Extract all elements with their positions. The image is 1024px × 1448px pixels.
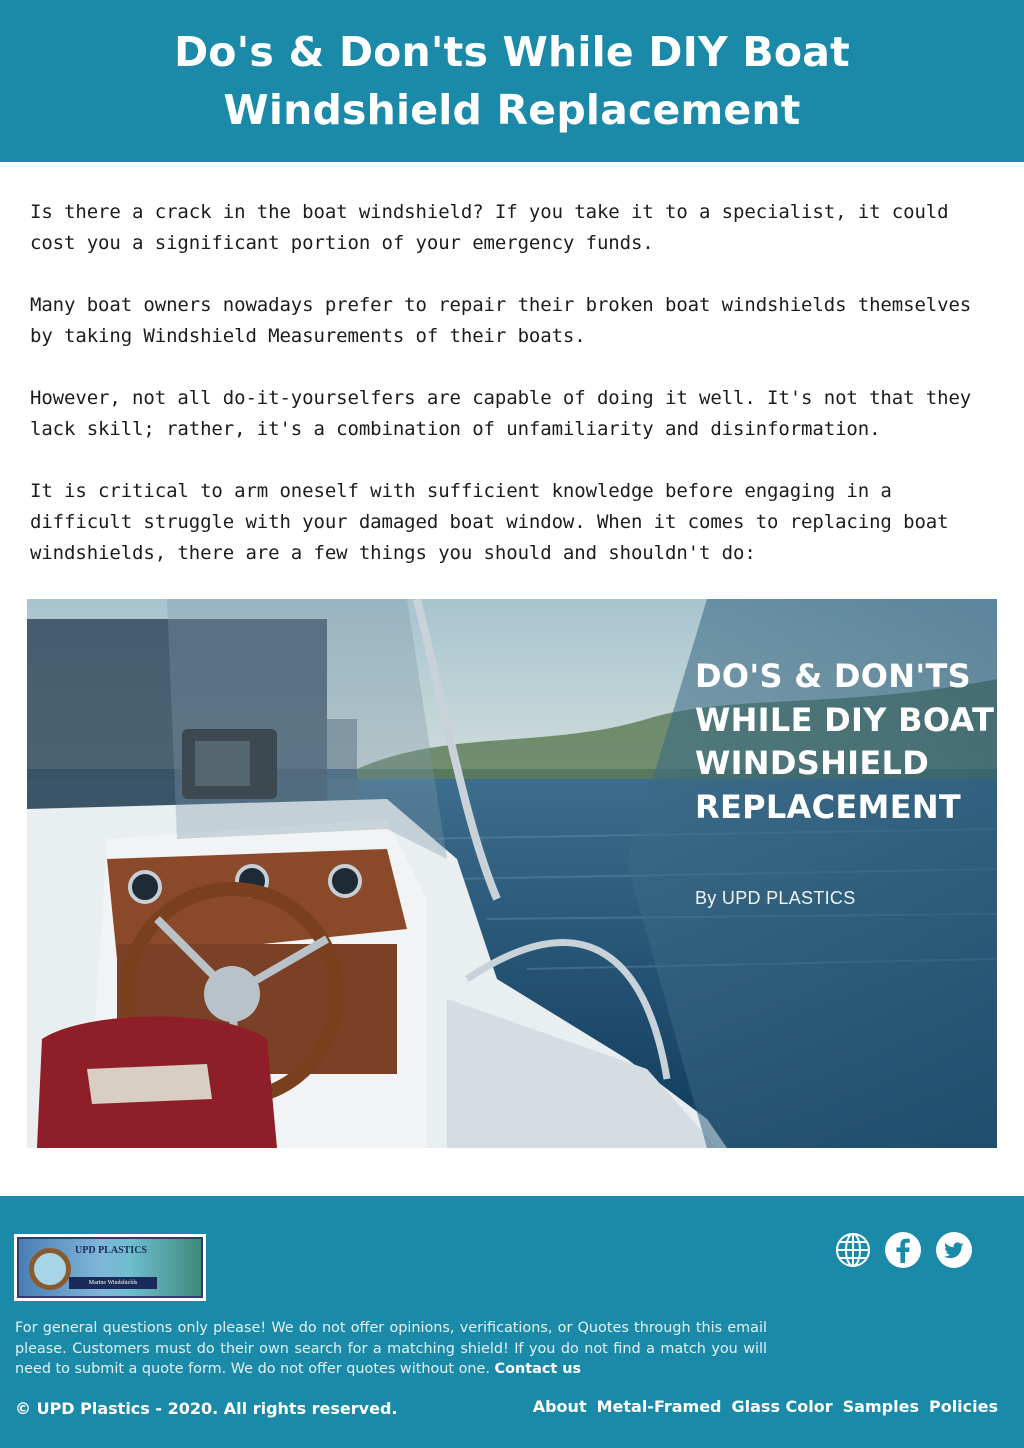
footer-link-glass-color[interactable]: Glass Color [731,1397,833,1416]
footer-nav [533,1397,998,1416]
logo-tagline: Marine Windshields [69,1277,157,1289]
article-paragraph: However, not all do-it-yourselfers are capable of doing it well. It's not that they lack skill; rather, it's a combination of unfamiliarity and disinformation. [30,387,972,440]
contact-us-link[interactable]: Contact us [494,1361,582,1377]
globe-icon[interactable] [835,1232,871,1268]
twitter-icon[interactable] [936,1232,972,1268]
article-paragraph: Is there a crack in the boat windshield? If you take it to a specialist, it could cost you a significant portion of your emergency funds. [30,201,949,254]
ship-wheel-icon [29,1248,71,1290]
article-body [30,197,1005,600]
logo-image [17,1237,203,1298]
hero-title: DO'S & DON'TS WHILE DIY BOAT WINDSHIELD REPLACEMENT [695,657,995,826]
footer [0,1196,1024,1448]
copyright-text: © UPD Plastics - 2020. All rights reserved. [15,1399,398,1418]
footer-disclaimer [15,1318,767,1380]
footer-link-metal-framed[interactable]: Metal-Framed [596,1397,722,1416]
disclaimer-text: For general questions only please! We do not offer opinions, verifications, or Quotes through this email please. Customers must do their own search for a matching shield! If you do not find a match you will need to submit a quote form. We do not offer quotes without one. [15,1320,767,1377]
logo-name: UPD PLASTICS [75,1245,147,1256]
upd-plastics-logo[interactable] [14,1234,206,1301]
footer-link-samples[interactable]: Samples [842,1397,919,1416]
article-paragraph: Many boat owners nowadays prefer to repair their broken boat windshields themselves by taking Windshield Measurements of their boats. [30,294,972,347]
page-title: Do's & Don'ts While DIY Boat Windshield Replacement [174,28,850,134]
page-header [0,0,1024,162]
footer-link-policies[interactable]: Policies [928,1397,998,1416]
facebook-icon[interactable] [885,1232,921,1268]
footer-link-about[interactable]: About [532,1397,587,1416]
hero-byline: By UPD PLASTICS [695,888,856,908]
hero-image [27,599,997,1148]
article-paragraph: It is critical to arm oneself with sufficient knowledge before engaging in a difficult struggle with your damaged boat window. When it comes to replacing boat windshields, there are a few things you should and shouldn't do: [30,480,949,564]
